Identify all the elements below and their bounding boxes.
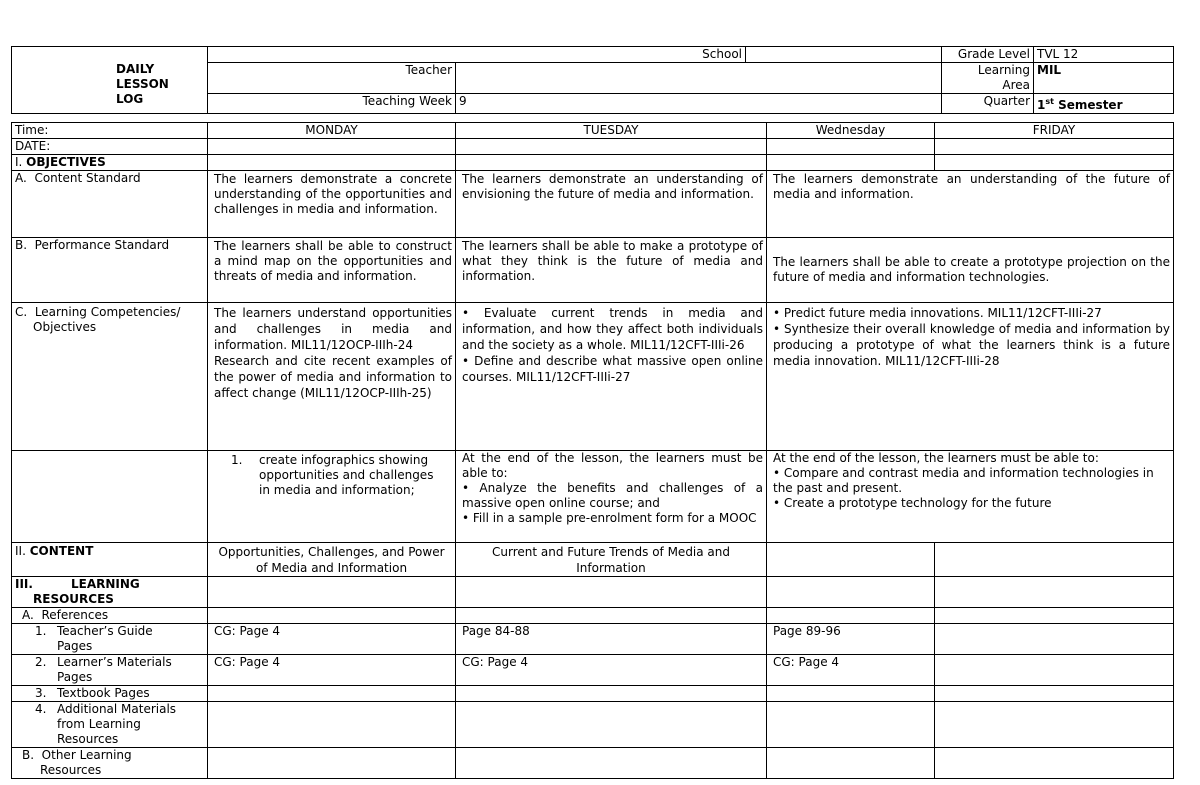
content-standard-wednesday: The learners demonstrate an understanding of the future of media and information.	[767, 171, 1174, 238]
teachers-guide-label	[12, 624, 208, 655]
other-resources-row	[12, 748, 1174, 779]
objectives-prefix: I.	[15, 155, 27, 169]
learning-area-value[interactable]: MIL	[1034, 63, 1174, 94]
competencies-tuesday	[456, 303, 767, 451]
references-label: A. References	[12, 608, 208, 624]
lesson-objectives-row	[12, 451, 1174, 543]
title-line-2: LESSON	[116, 77, 169, 91]
competencies-label-line-2: Objectives	[33, 320, 97, 334]
date-tuesday[interactable]	[456, 139, 767, 155]
other-resources-monday	[208, 748, 456, 779]
competency-monday-2: Research and cite recent examples of the power of media and information to affect change (MIL11/12OCP-IIIh-25)	[214, 354, 452, 400]
textbook-pages-tuesday	[456, 686, 767, 702]
content-row	[12, 543, 1174, 577]
objectives-friday	[935, 155, 1174, 171]
additional-materials-monday	[208, 702, 456, 748]
teachers-guide-number: 1.	[35, 624, 47, 638]
day-friday: FRIDAY	[935, 123, 1174, 139]
teaching-week-value[interactable]: 9	[456, 94, 942, 114]
teachers-guide-label-1: Teacher’s Guide	[57, 624, 153, 638]
quarter-value[interactable]	[1034, 94, 1174, 114]
additional-materials-row	[12, 702, 1174, 748]
school-label: School	[208, 47, 746, 63]
competencies-label	[12, 303, 208, 451]
day-wednesday: Wednesday	[767, 123, 935, 139]
competencies-wednesday	[767, 303, 1174, 451]
teachers-guide-friday	[935, 624, 1174, 655]
references-tuesday	[456, 608, 767, 624]
additional-materials-label-1: Additional Materials	[57, 702, 177, 716]
competencies-row	[12, 303, 1174, 451]
lesson-table	[11, 122, 1174, 779]
learners-materials-row	[12, 655, 1174, 686]
lesson-objectives-monday	[208, 451, 456, 543]
additional-materials-wednesday	[767, 702, 935, 748]
content-monday: Opportunities, Challenges, and Power of Media and Information	[208, 543, 456, 577]
textbook-pages-friday	[935, 686, 1174, 702]
grade-level-label: Grade Level	[942, 47, 1034, 63]
teachers-guide-monday: CG: Page 4	[208, 624, 456, 655]
objective-monday-text: create infographics showing opportunities and challenges in media and information;	[259, 453, 434, 497]
objective-tuesday-intro: At the end of the lesson, the learners must be able to:	[462, 451, 763, 480]
content-prefix: II.	[15, 544, 30, 558]
textbook-pages-row	[12, 686, 1174, 702]
objectives-heading	[12, 155, 208, 171]
title-line-1: DAILY	[116, 62, 155, 76]
objective-tuesday-2: • Fill in a sample pre-enrolment form for a MOOC	[462, 511, 757, 525]
day-tuesday: TUESDAY	[456, 123, 767, 139]
date-row	[12, 139, 1174, 155]
content-standard-tuesday: The learners demonstrate an understanding of envisioning the future of media and information.	[456, 171, 767, 238]
teachers-guide-label-2: Pages	[57, 639, 93, 653]
references-friday	[935, 608, 1174, 624]
teachers-guide-row	[12, 624, 1174, 655]
other-resources-wednesday	[767, 748, 935, 779]
other-resources-label-2: Resources	[40, 763, 102, 777]
other-resources-label-1: B. Other Learning	[22, 748, 132, 762]
lesson-objectives-label	[12, 451, 208, 543]
competency-tuesday-2: • Define and describe what massive open online courses. MIL11/12CFT-IIIi-27	[462, 354, 763, 384]
learners-materials-label-2: Pages	[57, 670, 93, 684]
quarter-num: 1	[1037, 98, 1046, 112]
content-friday	[935, 543, 1174, 577]
content-standard-row	[12, 171, 1174, 238]
references-row	[12, 608, 1174, 624]
additional-materials-label-3: Resources	[57, 732, 119, 746]
other-resources-friday	[935, 748, 1174, 779]
content-wednesday	[767, 543, 935, 577]
objectives-monday	[208, 155, 456, 171]
teacher-value[interactable]	[456, 63, 942, 94]
quarter-label: Quarter	[942, 94, 1034, 114]
objectives-wednesday	[767, 155, 935, 171]
objective-wednesday-1: • Compare and contrast media and information technologies in the past and present.	[773, 466, 1154, 495]
objective-wednesday-2: • Create a prototype technology for the future	[773, 496, 1052, 510]
learners-materials-wednesday: CG: Page 4	[767, 655, 935, 686]
learning-area-label-line-1: Learning	[977, 63, 1030, 77]
teachers-guide-tuesday: Page 84-88	[456, 624, 767, 655]
content-standard-label: A. Content Standard	[12, 171, 208, 238]
grade-level-value[interactable]: TVL 12	[1034, 47, 1174, 63]
teaching-week-label: Teaching Week	[208, 94, 456, 114]
resources-prefix: III.	[15, 577, 33, 591]
title-line-3: LOG	[116, 92, 144, 106]
quarter-sup: st	[1045, 97, 1054, 106]
learners-materials-tuesday: CG: Page 4	[456, 655, 767, 686]
references-monday	[208, 608, 456, 624]
learners-materials-label	[12, 655, 208, 686]
objectives-tuesday	[456, 155, 767, 171]
learning-area-label-line-2: Area	[1002, 78, 1030, 92]
textbook-pages-number: 3.	[35, 686, 47, 700]
learners-materials-friday	[935, 655, 1174, 686]
additional-materials-friday	[935, 702, 1174, 748]
learners-materials-monday: CG: Page 4	[208, 655, 456, 686]
quarter-rest: Semester	[1053, 98, 1123, 112]
objective-tuesday-1: • Analyze the benefits and challenges of a massive open online course; and	[462, 481, 763, 510]
learning-resources-wednesday	[767, 577, 935, 608]
date-label: DATE:	[12, 139, 208, 155]
content-heading	[12, 543, 208, 577]
textbook-pages-text: Textbook Pages	[57, 686, 150, 700]
other-resources-tuesday	[456, 748, 767, 779]
competency-wednesday-2: • Synthesize their overall knowledge of media and information by producing a prototype of what the learners think is a future media innovation. MIL11/12CFT-IIIi-28	[773, 322, 1170, 368]
content-tuesday: Current and Future Trends of Media and Information	[456, 543, 767, 577]
competencies-label-line-1: C. Learning Competencies/	[15, 305, 181, 319]
other-resources-label	[12, 748, 208, 779]
learners-materials-number: 2.	[35, 655, 47, 669]
date-monday[interactable]	[208, 139, 456, 155]
objective-monday-number: 1.	[231, 453, 243, 467]
references-wednesday	[767, 608, 935, 624]
learning-resources-row	[12, 577, 1174, 608]
performance-standard-label: B. Performance Standard	[12, 238, 208, 303]
time-row	[12, 123, 1174, 139]
day-monday: MONDAY	[208, 123, 456, 139]
content-standard-monday: The learners demonstrate a concrete understanding of the opportunities and challenges in media and information.	[208, 171, 456, 238]
lesson-objectives-tuesday	[456, 451, 767, 543]
learning-area-label	[942, 63, 1034, 94]
content-label: CONTENT	[29, 544, 94, 558]
learning-resources-tuesday	[456, 577, 767, 608]
performance-standard-tuesday: The learners shall be able to make a prototype of what they think is the future of media and information.	[456, 238, 767, 303]
date-wednesday[interactable]	[767, 139, 935, 155]
learning-resources-friday	[935, 577, 1174, 608]
objective-wednesday-intro: At the end of the lesson, the learners must be able to:	[773, 451, 1099, 465]
logo-title-cell	[12, 47, 208, 114]
learning-resources-heading	[12, 577, 208, 608]
competency-tuesday-1: • Evaluate current trends in media and information, and how they affect both individuals and the society as a whole. MIL11/12CFT-IIIi-26	[462, 306, 763, 352]
resources-label-2: RESOURCES	[33, 592, 114, 606]
performance-standard-monday: The learners shall be able to construct a mind map on the opportunities and threats of media and information.	[208, 238, 456, 303]
textbook-pages-monday	[208, 686, 456, 702]
learners-materials-label-1: Learner’s Materials	[57, 655, 172, 669]
additional-materials-label-2: from Learning	[57, 717, 141, 731]
objectives-row	[12, 155, 1174, 171]
header-table	[11, 46, 1174, 114]
time-label: Time:	[12, 123, 208, 139]
teacher-label: Teacher	[208, 63, 456, 94]
date-friday[interactable]	[935, 139, 1174, 155]
lesson-objectives-wednesday	[767, 451, 1174, 543]
textbook-pages-wednesday	[767, 686, 935, 702]
competencies-monday	[208, 303, 456, 451]
additional-materials-number: 4.	[35, 702, 47, 716]
performance-standard-row	[12, 238, 1174, 303]
teachers-guide-wednesday: Page 89-96	[767, 624, 935, 655]
additional-materials-label	[12, 702, 208, 748]
textbook-pages-label	[12, 686, 208, 702]
school-value[interactable]	[746, 47, 942, 63]
performance-standard-wednesday: The learners shall be able to create a prototype projection on the future of media and information technologies.	[767, 238, 1174, 303]
learning-resources-monday	[208, 577, 456, 608]
additional-materials-tuesday	[456, 702, 767, 748]
competency-monday-1: The learners understand opportunities and challenges in media and information. MIL11/12OCP-IIIh-24	[214, 306, 452, 352]
resources-label-1: LEARNING	[71, 577, 140, 591]
objectives-label: OBJECTIVES	[26, 155, 106, 169]
competency-wednesday-1: • Predict future media innovations. MIL11/12CFT-IIIi-27	[773, 306, 1102, 320]
